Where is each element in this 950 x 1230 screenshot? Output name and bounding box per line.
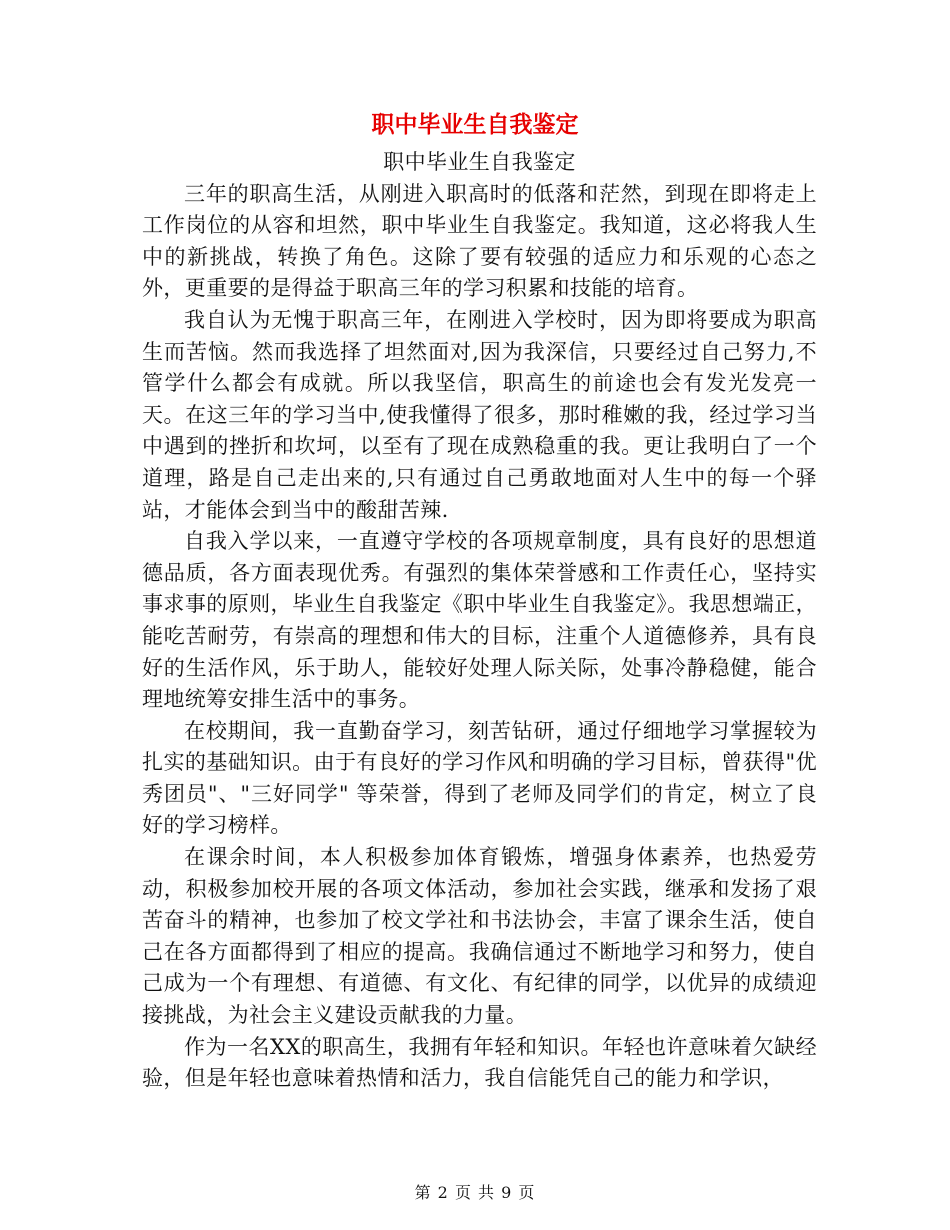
paragraph: 自我入学以来，一直遵守学校的各项规章制度，具有良好的思想道德品质，各方面表现优秀。有强烈的集体荣誉感和工作责任心，坚持实事求事的原则，毕业生自我鉴定《职中毕业生自我鉴定》。我思想端正，能吃苦耐劳，有崇高的理想和伟大的目标，注重个人道德修养，具有良好的生活作风，乐于助人，能较好处理人际关际，处事冷静稳健，能合理地统筹安排生活中的事务。 <box>142 529 817 712</box>
paragraph: 我自认为无愧于职高三年，在刚进入学校时，因为即将要成为职高生而苦恼。然而我选择了坦然面对,因为我深信，只要经过自己努力,不管学什么都会有成就。所以我坚信，职高生的前途也会有发光发亮一天。在这三年的学习当中,使我懂得了很多，那时稚嫩的我，经过学习当中遇到的挫折和坎坷，以至有了现在成熟稳重的我。更让我明白了一个道理，路是自己走出来的,只有通过自己勇敢地面对人生中的每一个驿站，才能体会到当中的酸甜苦辣. <box>142 307 817 522</box>
page-number-footer: 第 2 页 共 9 页 <box>414 1183 536 1202</box>
paragraph: 作为一名XX的职高生，我拥有年轻和知识。年轻也许意味着欠缺经验，但是年轻也意味着热情和活力，我自信能凭自己的能力和学识， <box>142 1034 817 1091</box>
document-subtitle: 职中毕业生自我鉴定 <box>383 150 576 174</box>
paragraph: 三年的职高生活，从刚进入职高时的低落和茫然，到现在即将走上工作岗位的从容和坦然，职中毕业生自我鉴定。我知道，这必将我人生中的新挑战，转换了角色。这除了要有较强的适应力和乐观的心态之外，更重要的是得益于职高三年的学习积累和技能的培育。 <box>142 181 817 301</box>
paragraph: 在课余时间，本人积极参加体育锻炼，增强身体素养，也热爱劳动，积极参加校开展的各项文体活动，参加社会实践，继承和发扬了艰苦奋斗的精神，也参加了校文学社和书法协会，丰富了课余生活，使自己在各方面都得到了相应的提高。我确信通过不断地学习和努力，使自己成为一个有理想、有道德、有文化、有纪律的同学，以优异的成绩迎接挑战，为社会主义建设贡献我的力量。 <box>142 845 817 1028</box>
document-body <box>142 147 817 1095</box>
document-title: 职中毕业生自我鉴定 <box>371 112 579 138</box>
paragraph: 在校期间，我一直勤奋学习，刻苦钻研，通过仔细地学习掌握较为扎实的基础知识。由于有良好的学习作风和明确的学习目标，曾获得"优秀团员"、"三好同学" 等荣誉，得到了老师及同学们的肯定，树立了良好的学习榜样。 <box>142 718 817 838</box>
